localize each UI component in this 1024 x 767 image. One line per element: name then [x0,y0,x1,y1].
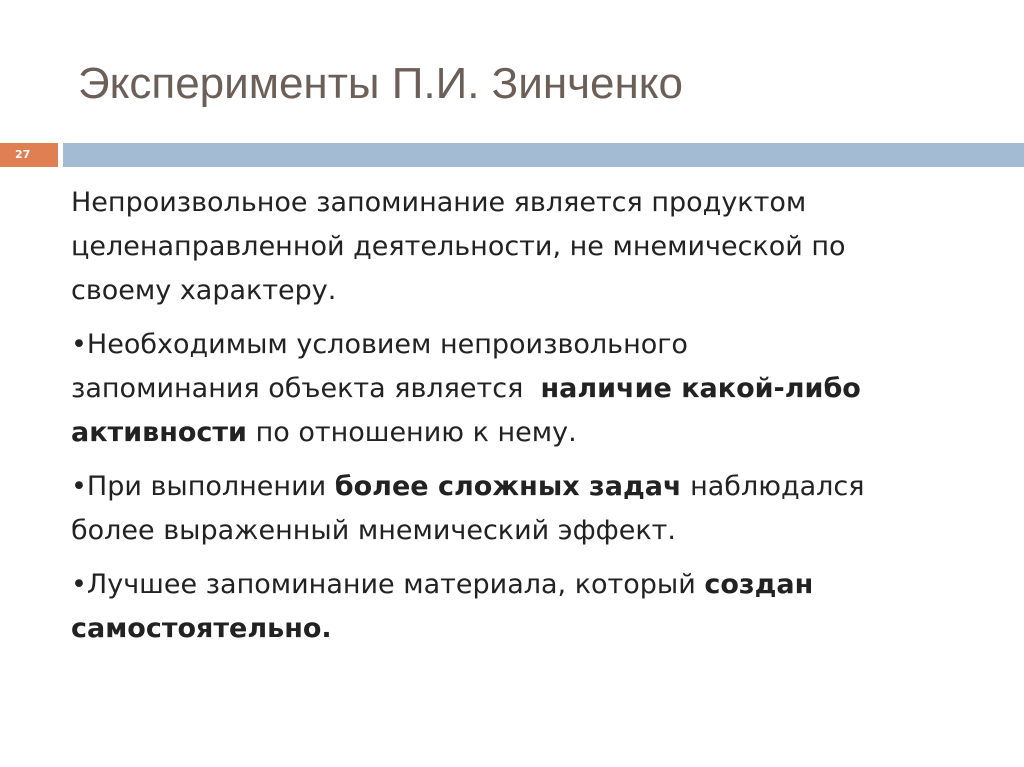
bullet-activity-line-2: запоминания объекта является [71,373,541,404]
bullet-activity-emphasis-1: наличие какой-либо [540,373,861,404]
intro-line-3: своему характеру. [71,275,337,306]
bullet-complex-emphasis: более сложных задач [334,471,682,502]
bullet-self-emphasis-1: создан [704,569,814,600]
title-rule-bar [63,143,1024,167]
bullet-self-line-1-start: •Лучшее запоминание материала, который [71,569,705,600]
bullet-activity [71,323,1001,455]
bullet-activity-emphasis-2: активности [71,417,247,448]
slide-body [71,181,1001,651]
intro-line-2: целенаправленной деятельности, не мнемической по [71,231,846,262]
slide-number: 27 [15,148,31,161]
bullet-self-created [71,563,1001,651]
bullet-complex-line-1-start: •При выполнении [71,471,335,502]
intro-paragraph [71,181,1001,313]
bullet-activity-line-1: •Необходимым условием непроизвольного [71,329,688,360]
bullet-complex-line-2: более выраженный мнемический эффект. [71,515,676,546]
slide-number-badge [0,143,58,167]
bullet-activity-line-3: по отношению к нему. [246,417,577,448]
intro-line-1: Непроизвольное запоминание является продуктом [71,187,807,218]
bullet-complex-tasks [71,465,1001,553]
bullet-complex-line-1-end: наблюдался [681,471,865,502]
bullet-self-emphasis-2: самостоятельно. [71,613,332,644]
slide-title: Эксперименты П.И. Зинченко [78,59,684,108]
